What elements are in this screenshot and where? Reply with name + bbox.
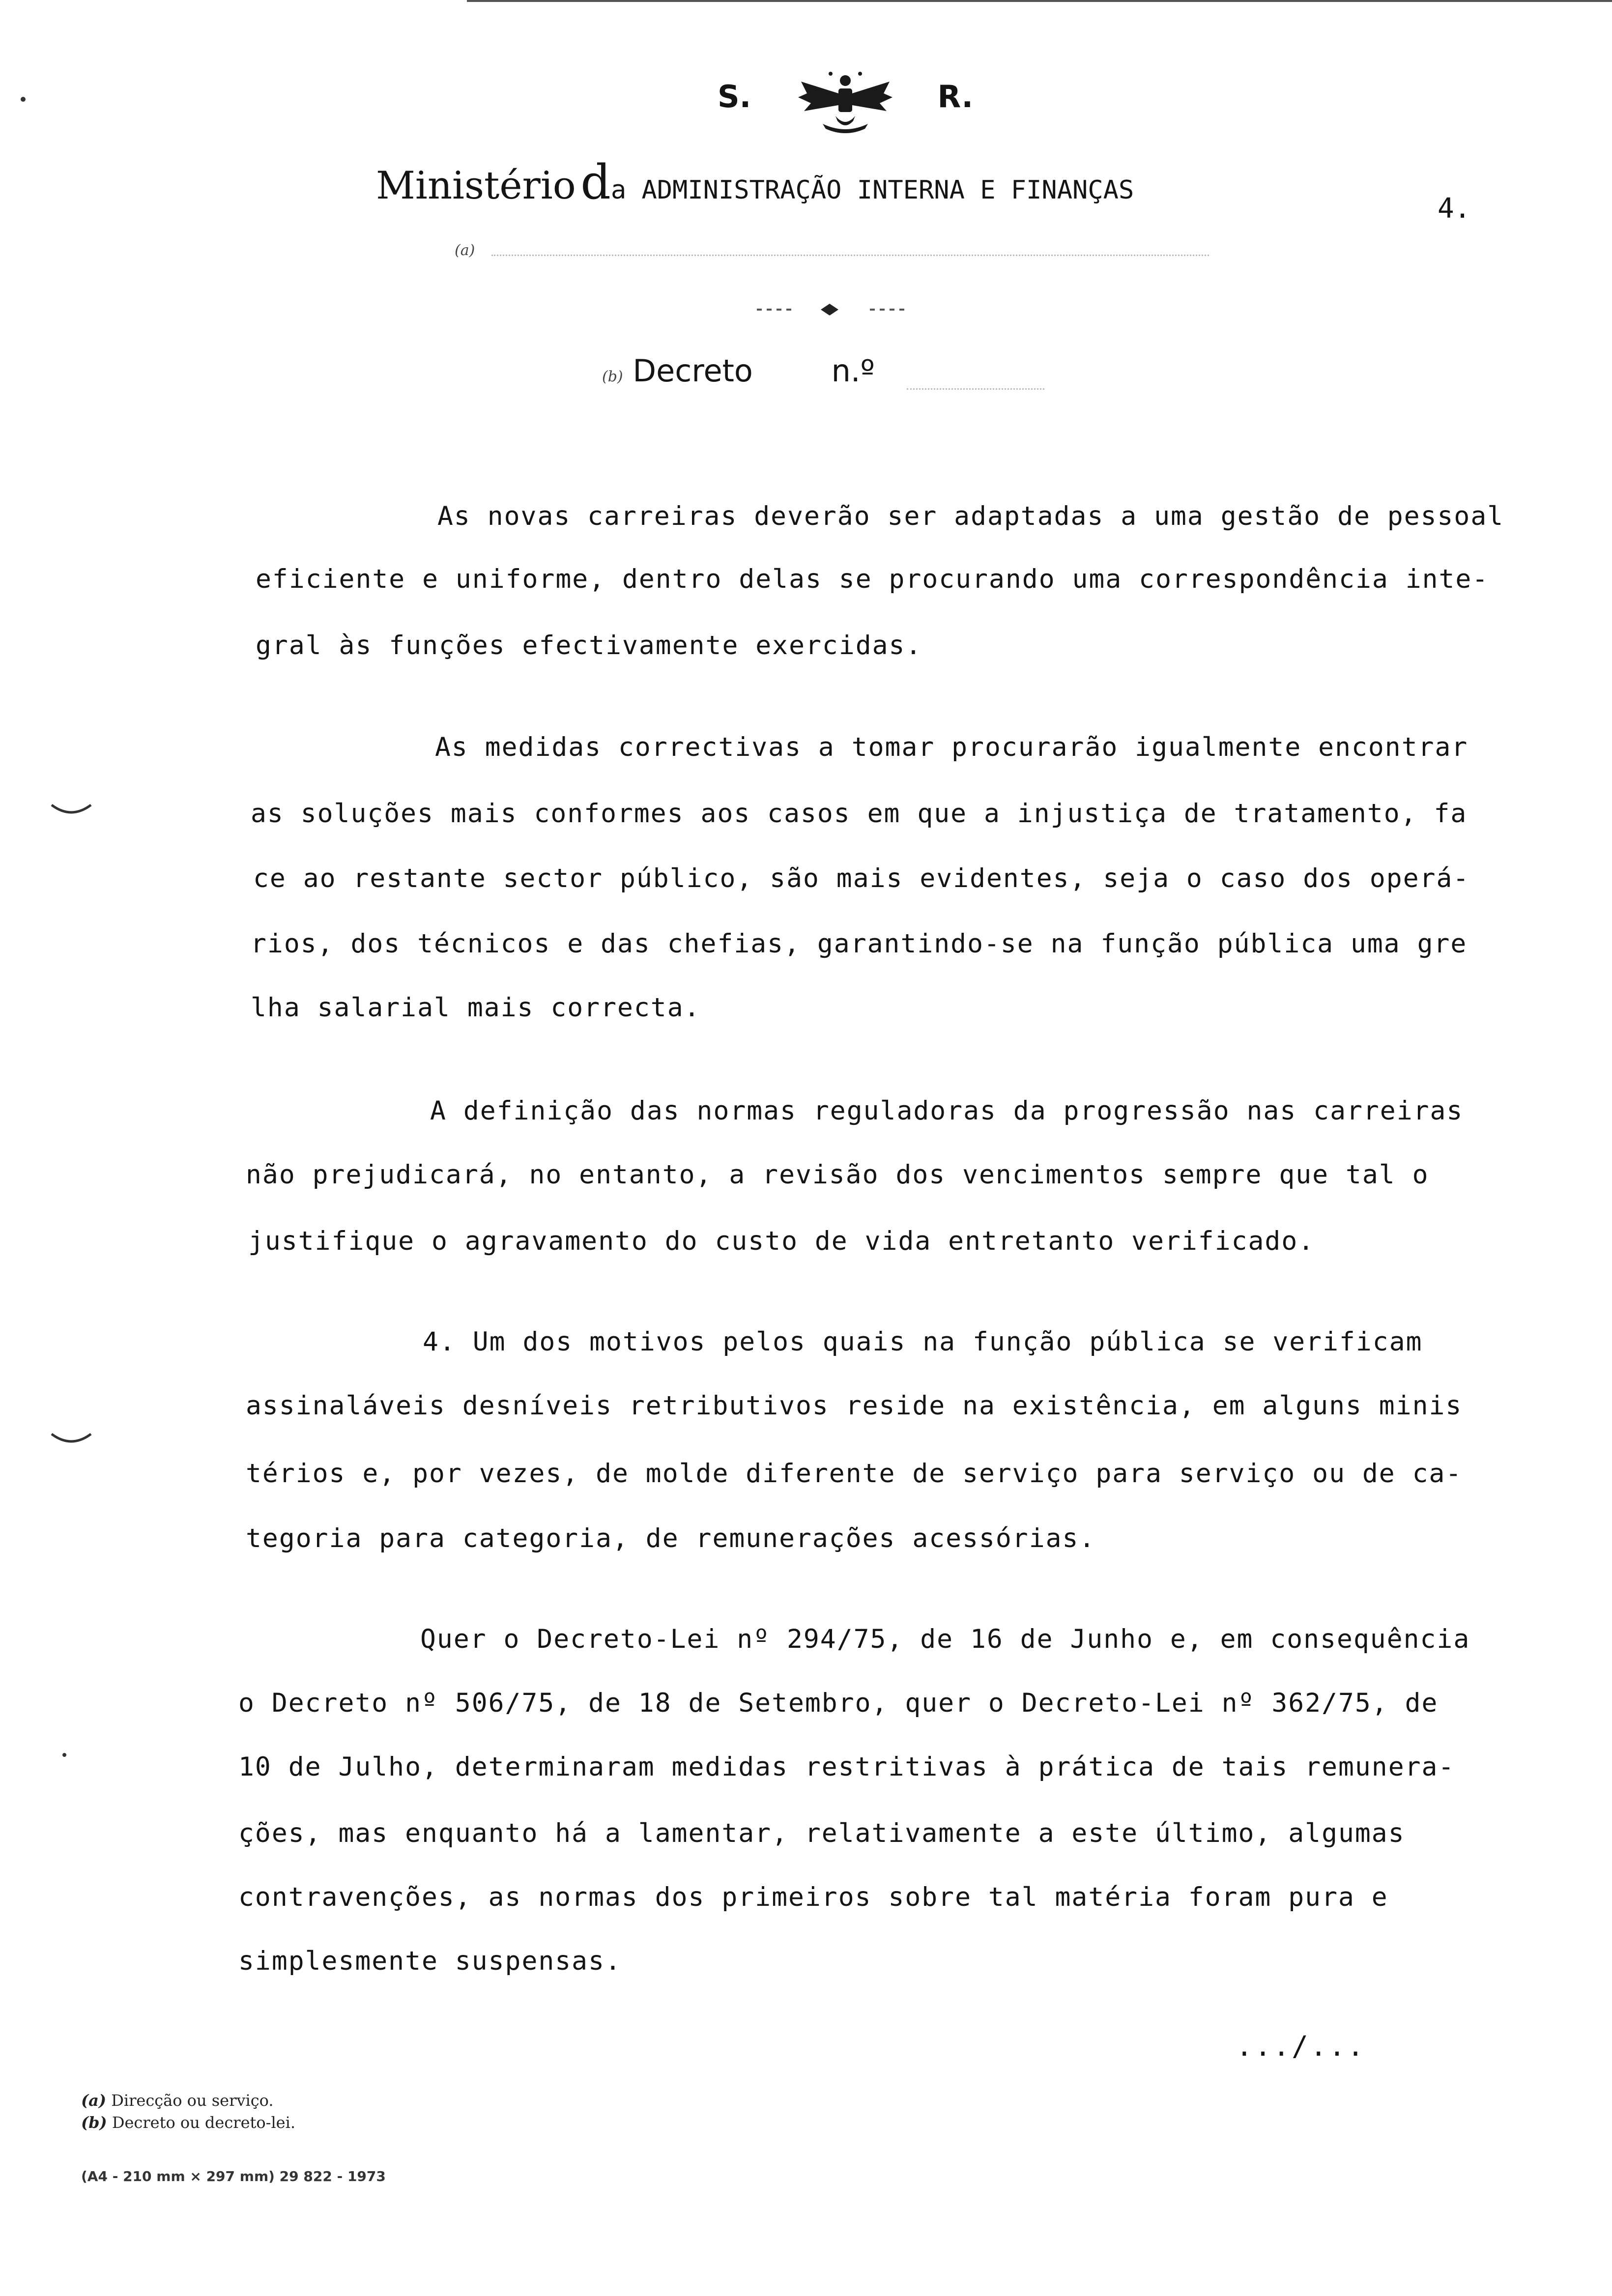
- footnote-label: (a): [81, 2091, 107, 2110]
- top-rule: [467, 0, 1612, 2]
- footnote-text: Direcção ou serviço.: [111, 2091, 274, 2110]
- letterhead: [718, 69, 973, 138]
- body-line: Quer o Decreto-Lei nº 294/75, de 16 de Junho e, em consequência: [420, 1624, 1470, 1654]
- body-line: A definição das normas reguladoras da progressão nas carreiras: [430, 1096, 1464, 1126]
- decree-number-fill-line: [907, 388, 1044, 390]
- decree-number-label: n.º: [831, 353, 875, 389]
- body-line: tegoria para categoria, de remunerações acessórias.: [246, 1523, 1096, 1553]
- decree-heading: [602, 353, 875, 389]
- decree-type-label: (b): [602, 368, 623, 385]
- ministry-name: a ADMINISTRAÇÃO INTERNA E FINANÇAS: [610, 175, 1134, 205]
- continuation-mark: .../...: [1236, 2031, 1366, 2063]
- body-line: o Decreto nº 506/75, de 18 de Setembro, quer o Decreto-Lei nº 362/75, de: [238, 1688, 1439, 1718]
- footnote-b: [81, 2113, 295, 2132]
- body-line: 10 de Julho, determinaram medidas restritivas à prática de tais remunera-: [238, 1752, 1455, 1782]
- body-line: gral às funções efectivamente exercidas.: [256, 631, 922, 660]
- margin-bracket-mark: [49, 801, 93, 821]
- ministry-word: Ministério: [376, 164, 576, 208]
- decree-label: Decreto: [633, 353, 753, 389]
- body-line: As medidas correctivas a tomar procurarão igualmente encontrar: [435, 732, 1468, 762]
- page-number: 4.: [1438, 193, 1471, 225]
- paper-format-note: (A4 - 210 mm × 297 mm) 29 822 - 1973: [81, 2168, 386, 2184]
- body-line: As novas carreiras deverão ser adaptadas a uma gestão de pessoal: [437, 501, 1504, 531]
- body-line: térios e, por vezes, de molde diferente de serviço para serviço ou de ca-: [246, 1459, 1463, 1489]
- direction-label: (a): [455, 242, 475, 259]
- footnote-a: [81, 2091, 273, 2110]
- body-line: 4. Um dos motivos pelos quais na função pública se verificam: [423, 1327, 1423, 1357]
- body-line: rios, dos técnicos e das chefias, garantindo-se na função pública uma gre: [251, 929, 1468, 959]
- direction-fill-line: [491, 255, 1209, 256]
- body-line: eficiente e uniforme, dentro delas se procurando uma correspondência inte-: [256, 564, 1489, 594]
- margin-bracket-mark: [49, 1430, 93, 1450]
- body-line: ce ao restante sector público, são mais evidentes, seja o caso dos operá-: [253, 863, 1470, 893]
- body-line: simplesmente suspensas.: [238, 1946, 622, 1976]
- margin-dot: [20, 96, 27, 103]
- letter-s: S.: [718, 79, 751, 115]
- ministry-heading: [376, 155, 1134, 210]
- body-line: as soluções mais conformes aos casos em que a injustiça de tratamento, fa: [251, 799, 1468, 829]
- ornamental-divider: [757, 300, 904, 319]
- body-line: lha salarial mais correcta.: [251, 993, 701, 1023]
- footnote-label: (b): [81, 2113, 107, 2132]
- footnote-text: Decreto ou decreto-lei.: [112, 2113, 296, 2132]
- coat-of-arms-icon: [781, 69, 909, 138]
- body-line: assinaláveis desníveis retributivos reside na existência, em alguns minis: [246, 1391, 1463, 1421]
- body-line: não prejudicará, no entanto, a revisão dos vencimentos sempre que tal o: [246, 1160, 1429, 1190]
- body-line: contravenções, as normas dos primeiros sobre tal matéria foram pura e: [238, 1882, 1388, 1912]
- body-line: justifique o agravamento do custo de vida entretanto verificado.: [248, 1226, 1315, 1256]
- letter-r: R.: [937, 79, 973, 115]
- margin-dot: [61, 1752, 67, 1758]
- ministry-preposition: d: [580, 155, 611, 210]
- body-line: ções, mas enquanto há a lamentar, relativamente a este último, algumas: [238, 1818, 1405, 1848]
